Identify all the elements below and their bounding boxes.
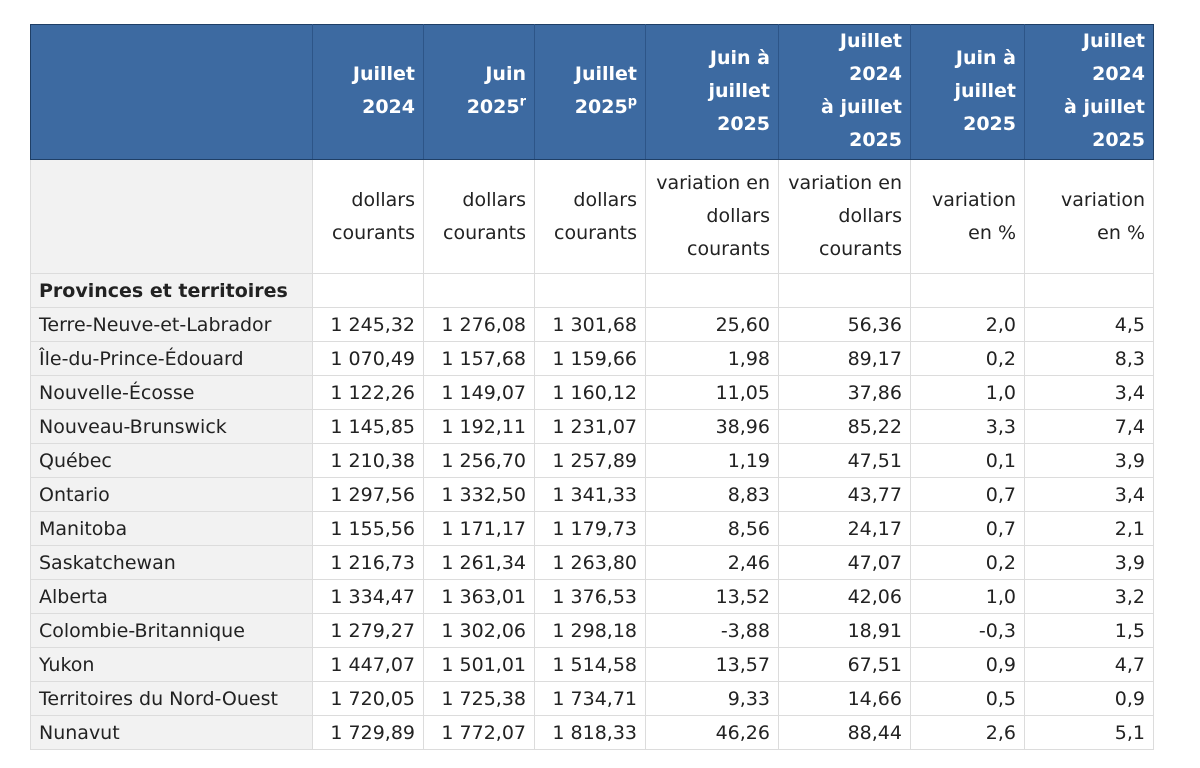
table-row xyxy=(31,580,1154,614)
table-cell: 1 720,05 xyxy=(313,682,424,716)
header-juillet-2024: Juillet 2024 xyxy=(313,25,424,160)
table-cell: 1,19 xyxy=(646,444,779,478)
row-label: Île-du-Prince-Édouard xyxy=(31,342,313,376)
unit-cell: variation en dollars courants xyxy=(779,160,911,274)
table-cell: 1 192,11 xyxy=(424,410,535,444)
table-cell: 1 256,70 xyxy=(424,444,535,478)
table-cell: 1 729,89 xyxy=(313,716,424,750)
table-cell: 24,17 xyxy=(779,512,911,546)
table-cell: 56,36 xyxy=(779,308,911,342)
table-cell: 1,0 xyxy=(911,376,1025,410)
unit-cell: dollars courants xyxy=(313,160,424,274)
header-juillet-2024-a-juillet-2025-dollars: Juillet 2024 à juillet 2025 xyxy=(779,25,911,160)
table-cell: 1 725,38 xyxy=(424,682,535,716)
table-cell: 1 210,38 xyxy=(313,444,424,478)
table-cell: 1 160,12 xyxy=(535,376,646,410)
table-cell: 1 155,56 xyxy=(313,512,424,546)
table-cell: 1 298,18 xyxy=(535,614,646,648)
table-cell: 1,5 xyxy=(1025,614,1154,648)
table-cell: 0,9 xyxy=(1025,682,1154,716)
row-label: Nouvelle-Écosse xyxy=(31,376,313,410)
table-cell: 89,17 xyxy=(779,342,911,376)
table-cell: 1 145,85 xyxy=(313,410,424,444)
empty-cell xyxy=(911,274,1025,308)
section-label: Provinces et territoires xyxy=(31,274,313,308)
table-cell: 1 363,01 xyxy=(424,580,535,614)
table-cell: 1 302,06 xyxy=(424,614,535,648)
header-juillet-2025: Juillet 2025$^p$ xyxy=(535,25,646,160)
header-juillet-2024-a-juillet-2025-percent: Juillet 2024 à juillet 2025 xyxy=(1025,25,1154,160)
table-cell: 1 376,53 xyxy=(535,580,646,614)
table-cell: 1 332,50 xyxy=(424,478,535,512)
unit-cell: variation en % xyxy=(911,160,1025,274)
table-cell: -0,3 xyxy=(911,614,1025,648)
table-body xyxy=(31,274,1154,750)
row-label: Ontario xyxy=(31,478,313,512)
table-cell: 1 179,73 xyxy=(535,512,646,546)
table-cell: 2,1 xyxy=(1025,512,1154,546)
table-cell: 1 772,07 xyxy=(424,716,535,750)
table-cell: 1 159,66 xyxy=(535,342,646,376)
table-cell: 85,22 xyxy=(779,410,911,444)
unit-corner-cell xyxy=(31,160,313,274)
table-row xyxy=(31,478,1154,512)
table-cell: 1 301,68 xyxy=(535,308,646,342)
column-header-row xyxy=(31,25,1154,160)
table-cell: 1 216,73 xyxy=(313,546,424,580)
table-row xyxy=(31,648,1154,682)
table-row xyxy=(31,410,1154,444)
table-cell: 0,2 xyxy=(911,546,1025,580)
unit-row xyxy=(31,160,1154,274)
table-row xyxy=(31,682,1154,716)
table-cell: 25,60 xyxy=(646,308,779,342)
table-cell: 1 341,33 xyxy=(535,478,646,512)
empty-cell xyxy=(313,274,424,308)
table-cell: 38,96 xyxy=(646,410,779,444)
earnings-table xyxy=(30,24,1154,750)
empty-cell xyxy=(646,274,779,308)
table-row xyxy=(31,716,1154,750)
table-cell: 1 171,17 xyxy=(424,512,535,546)
table-cell: 1 245,32 xyxy=(313,308,424,342)
row-label: Manitoba xyxy=(31,512,313,546)
table-cell: 11,05 xyxy=(646,376,779,410)
table-cell: 1 263,80 xyxy=(535,546,646,580)
table-cell: 3,9 xyxy=(1025,546,1154,580)
preliminary-marker: p xyxy=(627,94,637,110)
empty-cell xyxy=(424,274,535,308)
table-cell: 1 261,34 xyxy=(424,546,535,580)
table-row xyxy=(31,546,1154,580)
table-cell: 1 257,89 xyxy=(535,444,646,478)
table-cell: 4,7 xyxy=(1025,648,1154,682)
empty-cell xyxy=(1025,274,1154,308)
table-cell: 1 447,07 xyxy=(313,648,424,682)
row-label: Territoires du Nord-Ouest xyxy=(31,682,313,716)
unit-cell: variation en dollars courants xyxy=(646,160,779,274)
table-cell: 1,0 xyxy=(911,580,1025,614)
table-cell: 3,2 xyxy=(1025,580,1154,614)
table-cell: 8,3 xyxy=(1025,342,1154,376)
row-label: Alberta xyxy=(31,580,313,614)
table-cell: 1 514,58 xyxy=(535,648,646,682)
unit-cell: dollars courants xyxy=(535,160,646,274)
table-cell: 13,57 xyxy=(646,648,779,682)
section-row xyxy=(31,274,1154,308)
table-cell: 3,3 xyxy=(911,410,1025,444)
table-cell: 0,9 xyxy=(911,648,1025,682)
table-cell: 1 122,26 xyxy=(313,376,424,410)
header-juin-a-juillet-2025-dollars: Juin à juillet 2025 xyxy=(646,25,779,160)
table-cell: 1 070,49 xyxy=(313,342,424,376)
table-cell: 0,1 xyxy=(911,444,1025,478)
table-cell: 46,26 xyxy=(646,716,779,750)
table-cell: 13,52 xyxy=(646,580,779,614)
table-row xyxy=(31,512,1154,546)
table-cell: 1 818,33 xyxy=(535,716,646,750)
table-cell: 1 231,07 xyxy=(535,410,646,444)
header-juin-a-juillet-2025-percent: Juin à juillet 2025 xyxy=(911,25,1025,160)
table-cell: 0,7 xyxy=(911,512,1025,546)
header-juin-2025: Juin 2025$^r$ xyxy=(424,25,535,160)
table-cell: 0,7 xyxy=(911,478,1025,512)
table-cell: 8,83 xyxy=(646,478,779,512)
table-cell: 7,4 xyxy=(1025,410,1154,444)
table-row xyxy=(31,444,1154,478)
table-cell: 1 501,01 xyxy=(424,648,535,682)
table-cell: 9,33 xyxy=(646,682,779,716)
table-cell: 1,98 xyxy=(646,342,779,376)
table-cell: 2,46 xyxy=(646,546,779,580)
table-cell: 47,51 xyxy=(779,444,911,478)
row-label: Saskatchewan xyxy=(31,546,313,580)
table-cell: 0,2 xyxy=(911,342,1025,376)
table-cell: 67,51 xyxy=(779,648,911,682)
table-cell: 1 157,68 xyxy=(424,342,535,376)
row-label: Yukon xyxy=(31,648,313,682)
header-corner-cell xyxy=(31,25,313,160)
table-cell: 1 734,71 xyxy=(535,682,646,716)
empty-cell xyxy=(779,274,911,308)
table-cell: 1 276,08 xyxy=(424,308,535,342)
table-cell: 8,56 xyxy=(646,512,779,546)
table-row xyxy=(31,308,1154,342)
table-cell: 3,4 xyxy=(1025,376,1154,410)
table-cell: 1 279,27 xyxy=(313,614,424,648)
table-cell: 47,07 xyxy=(779,546,911,580)
table-cell: 1 297,56 xyxy=(313,478,424,512)
table-cell: 1 149,07 xyxy=(424,376,535,410)
table-cell: 4,5 xyxy=(1025,308,1154,342)
row-label: Québec xyxy=(31,444,313,478)
table-cell: 18,91 xyxy=(779,614,911,648)
table-cell: 0,5 xyxy=(911,682,1025,716)
table-cell: 1 334,47 xyxy=(313,580,424,614)
table-cell: -3,88 xyxy=(646,614,779,648)
table-row xyxy=(31,376,1154,410)
unit-cell: dollars courants xyxy=(424,160,535,274)
table-cell: 42,06 xyxy=(779,580,911,614)
row-label: Terre-Neuve-et-Labrador xyxy=(31,308,313,342)
table-cell: 2,0 xyxy=(911,308,1025,342)
row-label: Nunavut xyxy=(31,716,313,750)
table-cell: 88,44 xyxy=(779,716,911,750)
table-row xyxy=(31,342,1154,376)
table-cell: 3,4 xyxy=(1025,478,1154,512)
empty-cell xyxy=(535,274,646,308)
unit-cell: variation en % xyxy=(1025,160,1154,274)
table-cell: 43,77 xyxy=(779,478,911,512)
revised-marker: r xyxy=(519,94,526,110)
row-label: Nouveau-Brunswick xyxy=(31,410,313,444)
table-cell: 5,1 xyxy=(1025,716,1154,750)
table-cell: 2,6 xyxy=(911,716,1025,750)
row-label: Colombie-Britannique xyxy=(31,614,313,648)
table-cell: 37,86 xyxy=(779,376,911,410)
table-row xyxy=(31,614,1154,648)
table-cell: 3,9 xyxy=(1025,444,1154,478)
table-cell: 14,66 xyxy=(779,682,911,716)
